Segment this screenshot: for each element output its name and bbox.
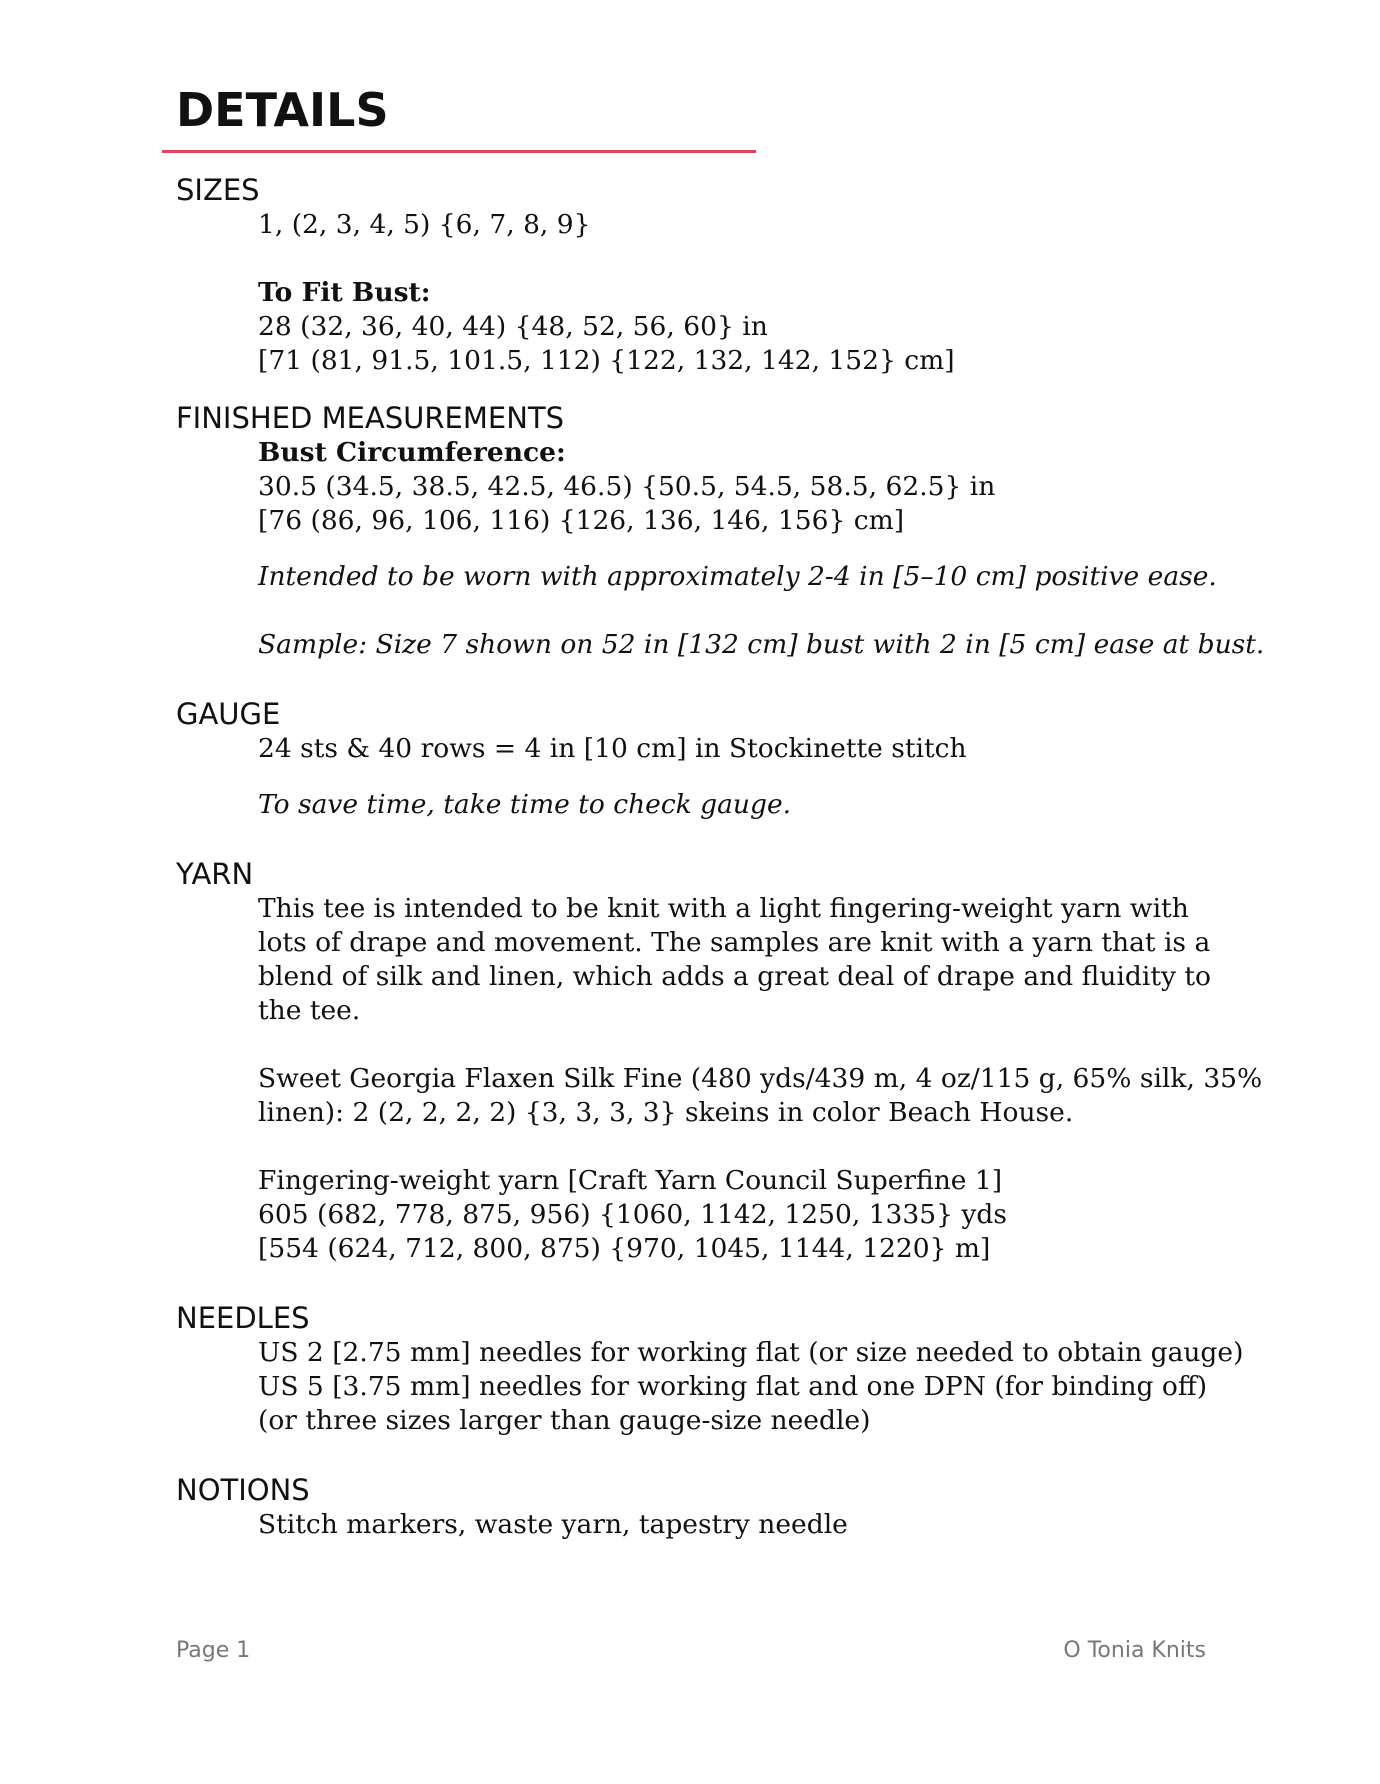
yarn-body — [258, 892, 1263, 1266]
sizes-line: 1, (2, 3, 4, 5) {6, 7, 8, 9} — [258, 209, 591, 240]
page-title: DETAILS — [176, 83, 389, 137]
notions-section — [176, 1472, 1236, 1542]
section-heading-gauge: GAUGE — [176, 697, 281, 731]
yarn-weight-line: Fingering-weight yarn [Craft Yarn Council Superfine 1] — [258, 1165, 1003, 1196]
needles-body — [258, 1336, 1244, 1438]
needles-line: US 2 [2.75 mm] needles for working flat (or size needed to obtain gauge) — [258, 1337, 1244, 1368]
gauge-section — [176, 696, 1236, 822]
sizes-body — [258, 208, 1236, 378]
yarn-weight-line: 605 (682, 778, 875, 956) {1060, 1142, 1250, 1335} yds — [258, 1199, 1007, 1230]
yarn-brand-line: Sweet Georgia Flaxen Silk Fine (480 yds/439 m, 4 oz/115 g, 65% silk, 35% — [258, 1063, 1263, 1094]
yarn-brand-line: linen): 2 (2, 2, 2, 2) {3, 3, 3, 3} skeins in color Beach House. — [258, 1097, 1074, 1128]
ease-note: Intended to be worn with approximately 2-4 in [5–10 cm] positive ease. — [258, 561, 1217, 592]
to-fit-bust-cm: [71 (81, 91.5, 101.5, 112) {122, 132, 142, 152} cm] — [258, 345, 955, 376]
yarn-intro-line: lots of drape and movement. The samples are knit with a yarn that is a — [258, 927, 1211, 958]
to-fit-bust-label: To Fit Bust: — [258, 277, 431, 308]
sizes-section — [176, 172, 1236, 378]
gauge-line: 24 sts & 40 rows = 4 in [10 cm] in Stockinette stitch — [258, 733, 967, 764]
yarn-intro-line: This tee is intended to be knit with a light fingering-weight yarn with — [258, 893, 1189, 924]
section-heading-notions: NOTIONS — [176, 1473, 310, 1507]
footer-page-number: Page 1 — [176, 1638, 251, 1663]
section-heading-yarn: YARN — [176, 857, 254, 891]
section-heading-finished-measurements: FINISHED MEASUREMENTS — [176, 401, 565, 435]
to-fit-bust-in: 28 (32, 36, 40, 44) {48, 52, 56, 60} in — [258, 311, 768, 342]
yarn-intro-line: the tee. — [258, 995, 361, 1026]
section-heading-sizes: SIZES — [176, 173, 260, 207]
details-content — [176, 172, 1265, 1542]
notions-line: Stitch markers, waste yarn, tapestry needle — [258, 1509, 848, 1540]
sample-note: Sample: Size 7 shown on 52 in [132 cm] bust with 2 in [5 cm] ease at bust. — [258, 629, 1265, 660]
notions-body — [258, 1508, 1236, 1542]
yarn-section — [176, 856, 1263, 1266]
section-heading-needles: NEEDLES — [176, 1301, 310, 1335]
needles-section — [176, 1300, 1244, 1438]
bust-circumference-label: Bust Circumference: — [258, 437, 566, 468]
yarn-intro-line: blend of silk and linen, which adds a great deal of drape and fluidity to — [258, 961, 1211, 992]
finished-measurements-body — [258, 436, 1265, 662]
finished-measurements-section — [176, 400, 1265, 662]
gauge-body — [258, 732, 1236, 822]
gauge-note: To save time, take time to check gauge. — [258, 789, 792, 820]
yarn-weight-line: [554 (624, 712, 800, 875) {970, 1045, 1144, 1220} m] — [258, 1233, 991, 1264]
needles-line: (or three sizes larger than gauge-size needle) — [258, 1405, 871, 1436]
needles-line: US 5 [3.75 mm] needles for working flat and one DPN (for binding off) — [258, 1371, 1208, 1402]
bust-circumference-cm: [76 (86, 96, 106, 116) {126, 136, 146, 156} cm] — [258, 505, 905, 536]
bust-circumference-in: 30.5 (34.5, 38.5, 42.5, 46.5) {50.5, 54.5, 58.5, 62.5} in — [258, 471, 996, 502]
footer-brand: O Tonia Knits — [1063, 1638, 1206, 1663]
title-underline — [162, 150, 756, 153]
